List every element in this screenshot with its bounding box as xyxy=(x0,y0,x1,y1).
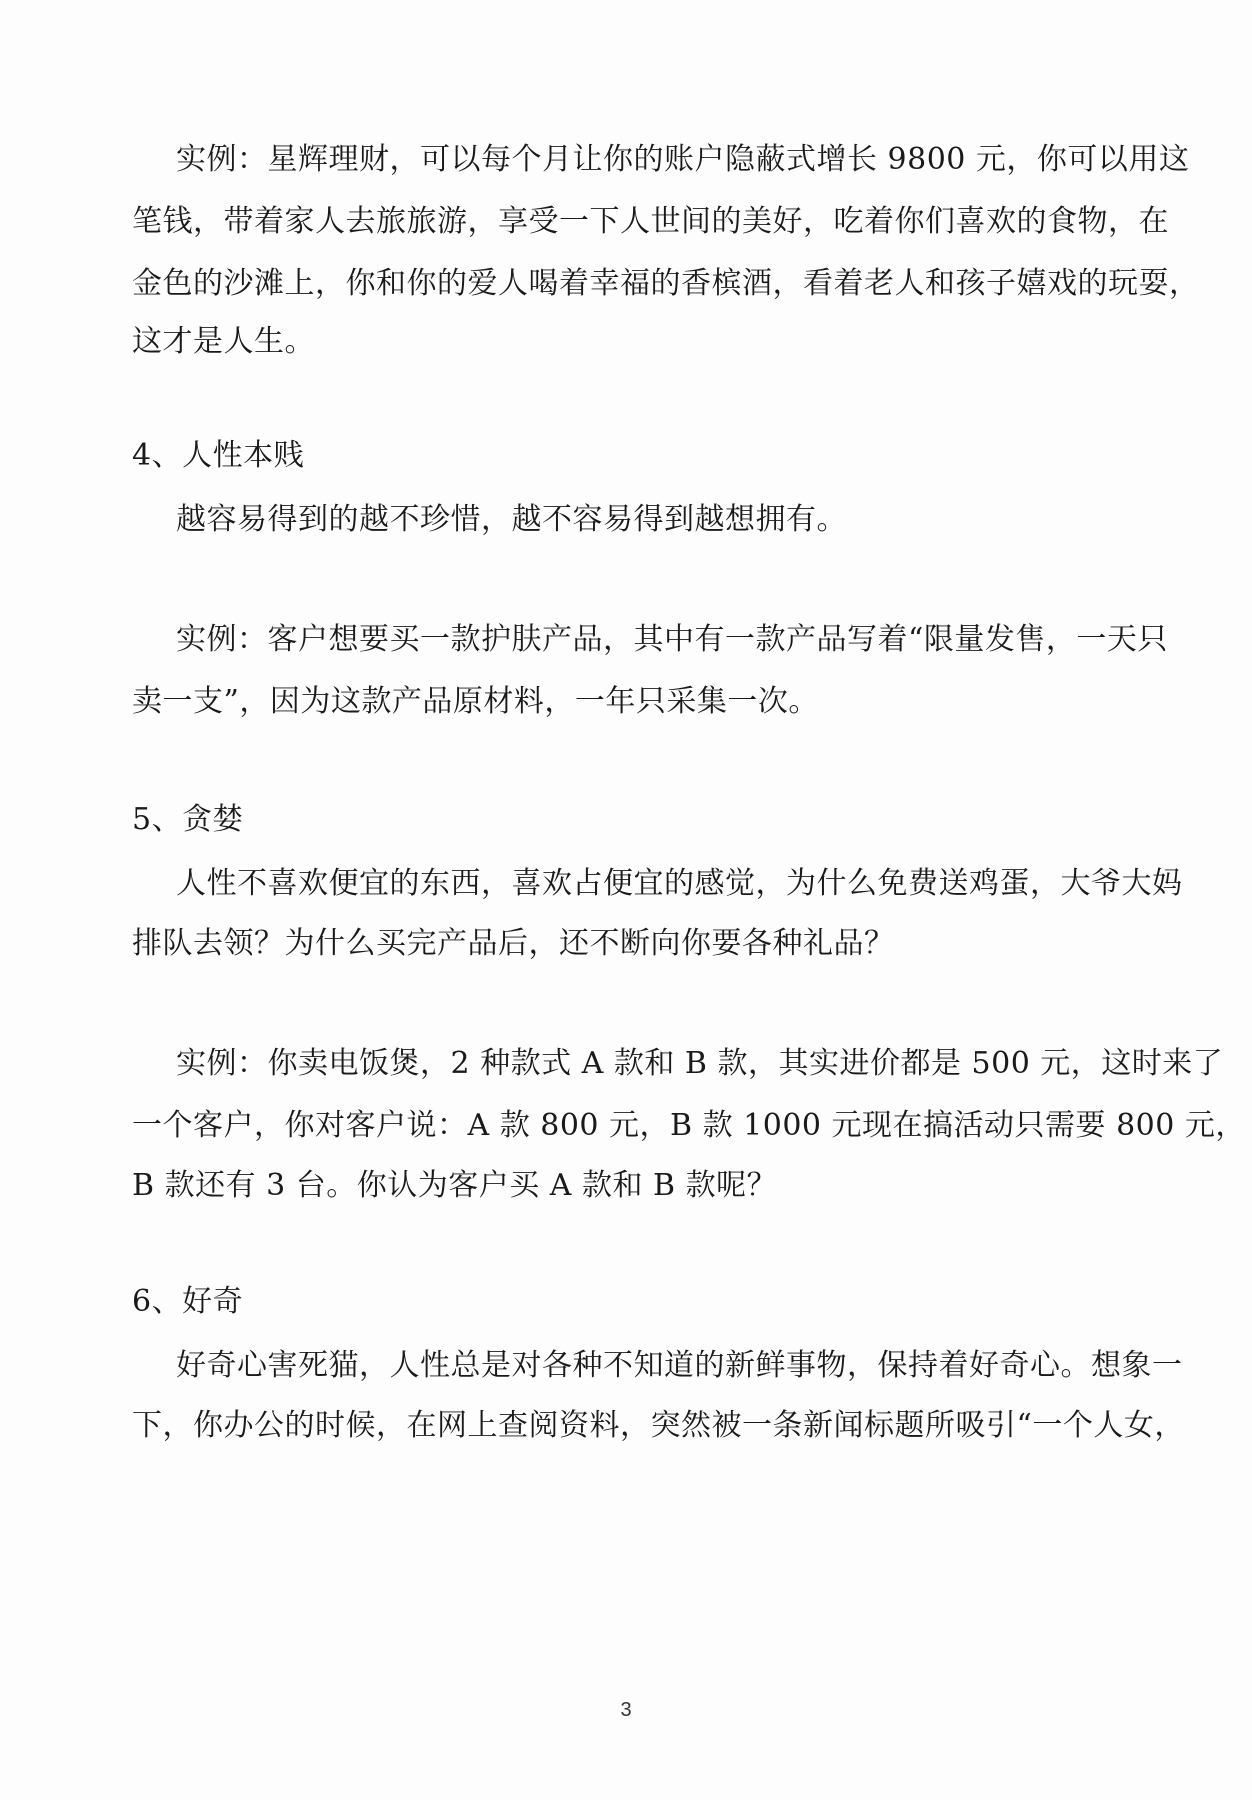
section-5-body-line-2: 排队去领？为什么买完产品后，还不断向你要各种礼品？ xyxy=(132,926,895,961)
section-4-example-line-1: 实例：客户想要买一款护肤产品，其中有一款产品写着“限量发售，一天只 xyxy=(176,622,1168,657)
section-5-heading: 5、贪婪 xyxy=(132,802,244,837)
page-number: 3 xyxy=(620,1699,632,1721)
example-line-3: 金色的沙滩上，你和你的爱人喝着幸福的香槟酒，看着老人和孩子嬉戏的玩耍， xyxy=(132,266,1200,301)
example-line-1: 实例：星辉理财，可以每个月让你的账户隐蔽式增长 9800 元，你可以用这 xyxy=(176,142,1190,177)
section-4-heading: 4、人性本贱 xyxy=(132,438,305,473)
section-6-heading: 6、好奇 xyxy=(132,1284,244,1319)
section-6-body-line-2: 下，你办公的时候，在网上查阅资料，突然被一条新闻标题所吸引“一个人女， xyxy=(132,1408,1185,1443)
section-5-example-line-3: B 款还有 3 台。你认为客户买 A 款和 B 款呢？ xyxy=(132,1168,778,1203)
section-4-example-line-2: 卖一支”，因为这款产品原材料，一年只采集一次。 xyxy=(132,684,819,719)
example-line-4: 这才是人生。 xyxy=(132,324,315,359)
example-line-2: 笔钱，带着家人去旅旅游，享受一下人世间的美好，吃着你们喜欢的食物，在 xyxy=(132,204,1169,239)
section-5-example-line-2: 一个客户，你对客户说：A 款 800 元，B 款 1000 元现在搞活动只需要 800 元， xyxy=(132,1108,1246,1143)
section-5-body-line-1: 人性不喜欢便宜的东西，喜欢占便宜的感觉，为什么免费送鸡蛋，大爷大妈 xyxy=(176,866,1183,901)
section-4-body-line-1: 越容易得到的越不珍惜，越不容易得到越想拥有。 xyxy=(176,502,847,537)
section-5-example-line-1: 实例：你卖电饭煲，2 种款式 A 款和 B 款，其实进价都是 500 元，这时来了 xyxy=(176,1046,1224,1081)
section-6-body-line-1: 好奇心害死猫，人性总是对各种不知道的新鲜事物，保持着好奇心。想象一 xyxy=(176,1348,1183,1383)
